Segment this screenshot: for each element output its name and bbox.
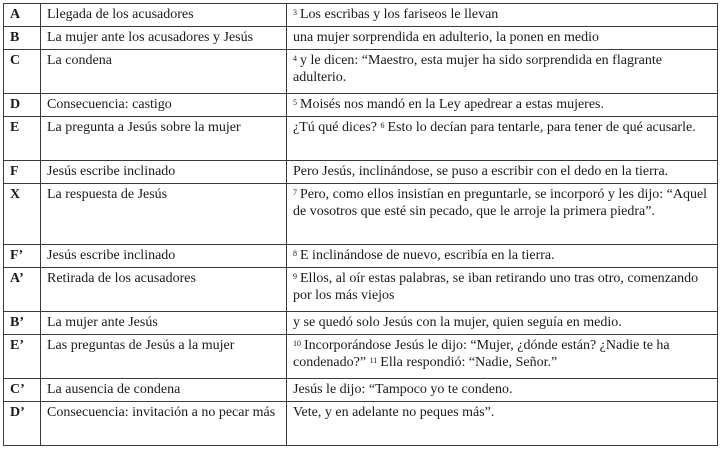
verse-text	[287, 335, 718, 379]
row-key: F	[4, 161, 41, 184]
verse-text	[287, 4, 718, 27]
verse-text	[287, 184, 718, 245]
passage: Ella respondió: “Nadie, Señor.”	[380, 355, 558, 370]
section-label: La pregunta a Jesús sobre la mujer	[41, 117, 287, 161]
section-label: Jesús escribe inclinado	[41, 245, 287, 268]
verse-text	[287, 161, 718, 184]
row-key: B	[4, 27, 41, 50]
verse-number: 4	[293, 54, 297, 63]
verse-text	[287, 268, 718, 312]
section-label: Llegada de los acusadores	[41, 4, 287, 27]
passage: y le dicen: “Maestro, esta mujer ha sido sorprendida en flagrante adulterio.	[293, 53, 662, 85]
passage: Moisés nos mandó en la Ley apedrear a estas mujeres.	[300, 97, 605, 112]
passage: E inclinándose de nuevo, escribía en la tierra.	[300, 248, 555, 263]
passage: Pero Jesús, inclinándose, se puso a escribir con el dedo en la tierra.	[293, 164, 669, 179]
table-row	[4, 402, 718, 446]
section-label: Consecuencia: castigo	[41, 94, 287, 117]
passage: Ellos, al oír estas palabras, se iban retirando uno tras otro, comenzando por los más viejos	[293, 271, 699, 303]
passage: Jesús le dijo: “Tampoco yo te condeno.	[293, 382, 513, 397]
passage: Incorporándose Jesús le dijo: “Mujer, ¿dónde están? ¿Nadie te ha condenado?”	[293, 338, 670, 370]
section-label: La mujer ante los acusadores y Jesús	[41, 27, 287, 50]
section-label: Las preguntas de Jesús a la mujer	[41, 335, 287, 379]
row-key: D	[4, 94, 41, 117]
verse-text	[287, 245, 718, 268]
table-row	[4, 379, 718, 402]
verse-number: 7	[293, 188, 297, 197]
row-key: X	[4, 184, 41, 245]
verse-text	[287, 50, 718, 94]
passage: ¿Tú qué dices?	[293, 120, 377, 135]
verse-number: 10	[293, 339, 301, 348]
verse-number: 8	[293, 249, 297, 258]
passage: y se quedó solo Jesús con la mujer, quien seguía en medio.	[293, 315, 622, 330]
row-key: A’	[4, 268, 41, 312]
table-row	[4, 335, 718, 379]
section-label: La respuesta de Jesús	[41, 184, 287, 245]
table-row	[4, 268, 718, 312]
verse-number: 11	[369, 356, 378, 365]
table-row	[4, 161, 718, 184]
table-row	[4, 50, 718, 94]
chiasm-table	[3, 3, 718, 446]
verse-number: 9	[293, 272, 297, 281]
verse-number: 6	[380, 121, 385, 130]
passage: Vete, y en adelante no peques más”.	[293, 405, 495, 420]
row-key: A	[4, 4, 41, 27]
row-key: C	[4, 50, 41, 94]
verse-text	[287, 402, 718, 446]
verse-text	[287, 27, 718, 50]
row-key: E	[4, 117, 41, 161]
verse-number: 3	[293, 8, 297, 17]
row-key: C’	[4, 379, 41, 402]
section-label: La mujer ante Jesús	[41, 312, 287, 335]
verse-text	[287, 94, 718, 117]
table-row	[4, 184, 718, 245]
section-label: Jesús escribe inclinado	[41, 161, 287, 184]
section-label: Retirada de los acusadores	[41, 268, 287, 312]
verse-text	[287, 379, 718, 402]
section-label: La condena	[41, 50, 287, 94]
table-row	[4, 94, 718, 117]
passage: Pero, como ellos insistían en preguntarle, se incorporó y les dijo: “Aquel de vosotros que esté sin pecado, que le arroje la primera piedra”.	[293, 187, 708, 219]
verse-text	[287, 117, 718, 161]
chiasm-table-container	[3, 3, 718, 446]
passage: Los escribas y los fariseos le llevan	[300, 7, 499, 22]
table-row	[4, 27, 718, 50]
passage: una mujer sorprendida en adulterio, la ponen en medio	[293, 30, 599, 45]
section-label: La ausencia de condena	[41, 379, 287, 402]
row-key: D’	[4, 402, 41, 446]
verse-text	[287, 312, 718, 335]
table-row	[4, 117, 718, 161]
table-row	[4, 4, 718, 27]
table-row	[4, 312, 718, 335]
passage: Esto lo decían para tentarle, para tener de qué acusarle.	[387, 120, 696, 135]
section-label: Consecuencia: invitación a no pecar más	[41, 402, 287, 446]
row-key: F’	[4, 245, 41, 268]
table-row	[4, 245, 718, 268]
verse-number: 5	[293, 98, 297, 107]
row-key: E’	[4, 335, 41, 379]
row-key: B’	[4, 312, 41, 335]
